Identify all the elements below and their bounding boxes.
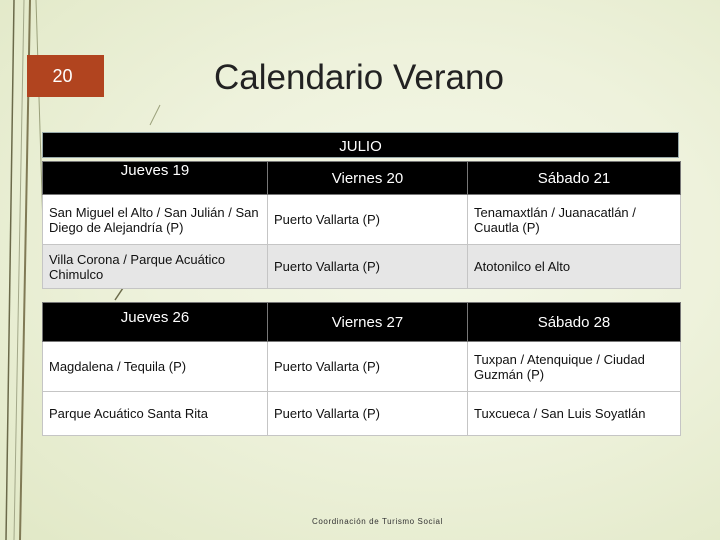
schedule-table-week2 <box>42 302 681 436</box>
table-cell: Parque Acuático Santa Rita <box>43 392 268 436</box>
table-row <box>43 342 681 392</box>
day-header-row <box>43 162 681 195</box>
footer-text: Coordinación de Turismo Social <box>312 517 443 526</box>
day-header: Sábado 21 <box>468 162 681 195</box>
table-row <box>43 195 681 245</box>
slide-number-badge <box>27 55 104 97</box>
slide-title: Calendario Verano <box>214 58 504 97</box>
table-row <box>43 245 681 289</box>
table-cell: Atotonilco el Alto <box>468 245 681 289</box>
table-cell: Puerto Vallarta (P) <box>268 195 468 245</box>
day-header: Jueves 19 <box>43 162 268 195</box>
table-cell: Puerto Vallarta (P) <box>268 245 468 289</box>
slide-number: 20 <box>52 65 73 86</box>
day-header: Sábado 28 <box>468 303 681 342</box>
day-header: Viernes 20 <box>268 162 468 195</box>
table-cell: Tenamaxtlán / Juanacatlán / Cuautla (P) <box>468 195 681 245</box>
table-cell: Puerto Vallarta (P) <box>268 342 468 392</box>
table-row <box>43 392 681 436</box>
table-cell: Tuxpan / Atenquique / Ciudad Guzmán (P) <box>468 342 681 392</box>
day-header: Viernes 27 <box>268 303 468 342</box>
day-header: Jueves 26 <box>43 303 268 342</box>
day-header-row <box>43 303 681 342</box>
table-cell: San Miguel el Alto / San Julián / San Diego de Alejandría (P) <box>43 195 268 245</box>
table-cell: Puerto Vallarta (P) <box>268 392 468 436</box>
month-header: JULIO <box>42 132 679 158</box>
table-cell: Villa Corona / Parque Acuático Chimulco <box>43 245 268 289</box>
table-cell: Tuxcueca / San Luis Soyatlán <box>468 392 681 436</box>
table-cell: Magdalena / Tequila (P) <box>43 342 268 392</box>
schedule-table-week1 <box>42 161 681 289</box>
